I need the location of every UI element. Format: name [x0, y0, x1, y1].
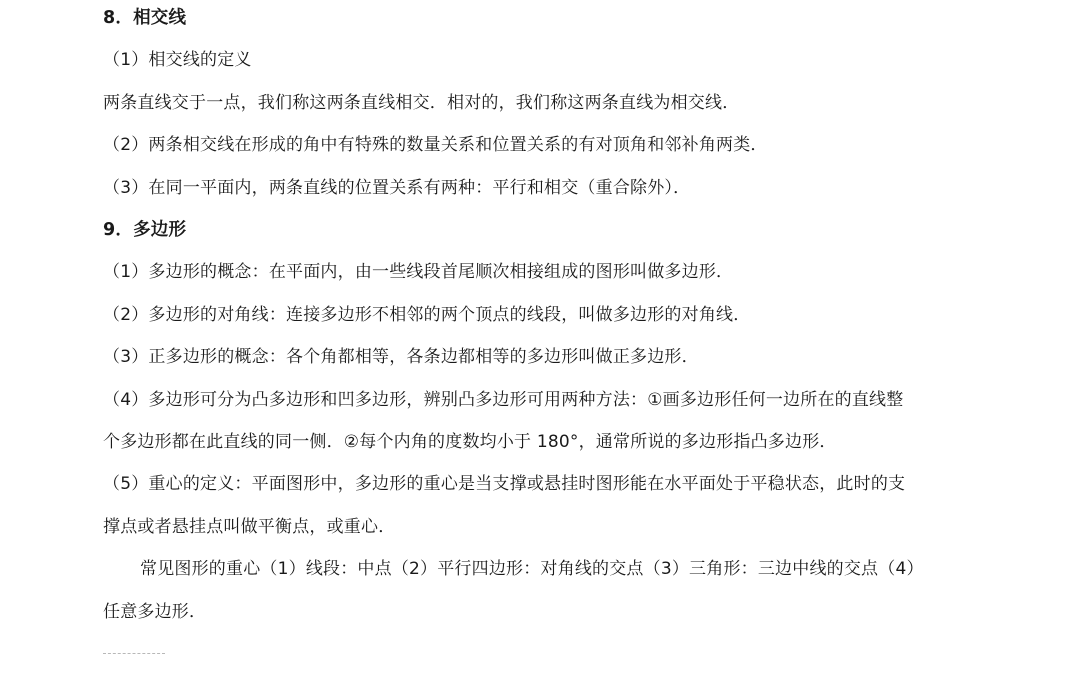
- section-9-item-1: （1）多边形的概念：在平面内，由一些线段首尾顺次相接组成的图形叫做多边形．: [103, 262, 734, 282]
- section-8-heading: 8．相交线: [103, 8, 187, 28]
- section-9-item-5-line-2: 撑点或者悬挂点叫做平衡点，或重心．: [103, 517, 396, 537]
- section-9-item-4-line-2: 个多边形都在此直线的同一侧．②每个内角的度数均小于 180°，通常所说的多边形指凸多边形．: [103, 432, 837, 452]
- section-8-item-1-title: （1）相交线的定义: [103, 50, 252, 70]
- section-9-heading: 9．多边形: [103, 220, 187, 240]
- section-8-item-2: （2）两条相交线在形成的角中有特殊的数量关系和位置关系的有对顶角和邻补角两类．: [103, 135, 768, 155]
- centroid-paragraph-line-2: 任意多边形．: [103, 602, 207, 622]
- centroid-paragraph-line-1: 常见图形的重心（1）线段：中点（2）平行四边形：对角线的交点（3）三角形：三边中线的交点（4）: [140, 559, 924, 579]
- section-9-item-5-line-1: （5）重心的定义：平面图形中，多边形的重心是当支撑或悬挂时图形能在水平面处于平稳状态，此时的支: [103, 474, 906, 494]
- section-9-item-4-line-1: （4）多边形可分为凸多边形和凹多边形，辨别凸多边形可用两种方法：①画多边形任何一边所在的直线整: [103, 390, 904, 410]
- section-8-definition-text: 两条直线交于一点，我们称这两条直线相交．相对的，我们称这两条直线为相交线．: [103, 93, 740, 113]
- section-8-item-3: （3）在同一平面内，两条直线的位置关系有两种：平行和相交（重合除外）．: [103, 178, 691, 198]
- footnote-divider: [103, 653, 165, 654]
- section-9-item-2: （2）多边形的对角线：连接多边形不相邻的两个顶点的线段，叫做多边形的对角线．: [103, 305, 751, 325]
- section-9-item-3: （3）正多边形的概念：各个角都相等，各条边都相等的多边形叫做正多边形．: [103, 347, 699, 367]
